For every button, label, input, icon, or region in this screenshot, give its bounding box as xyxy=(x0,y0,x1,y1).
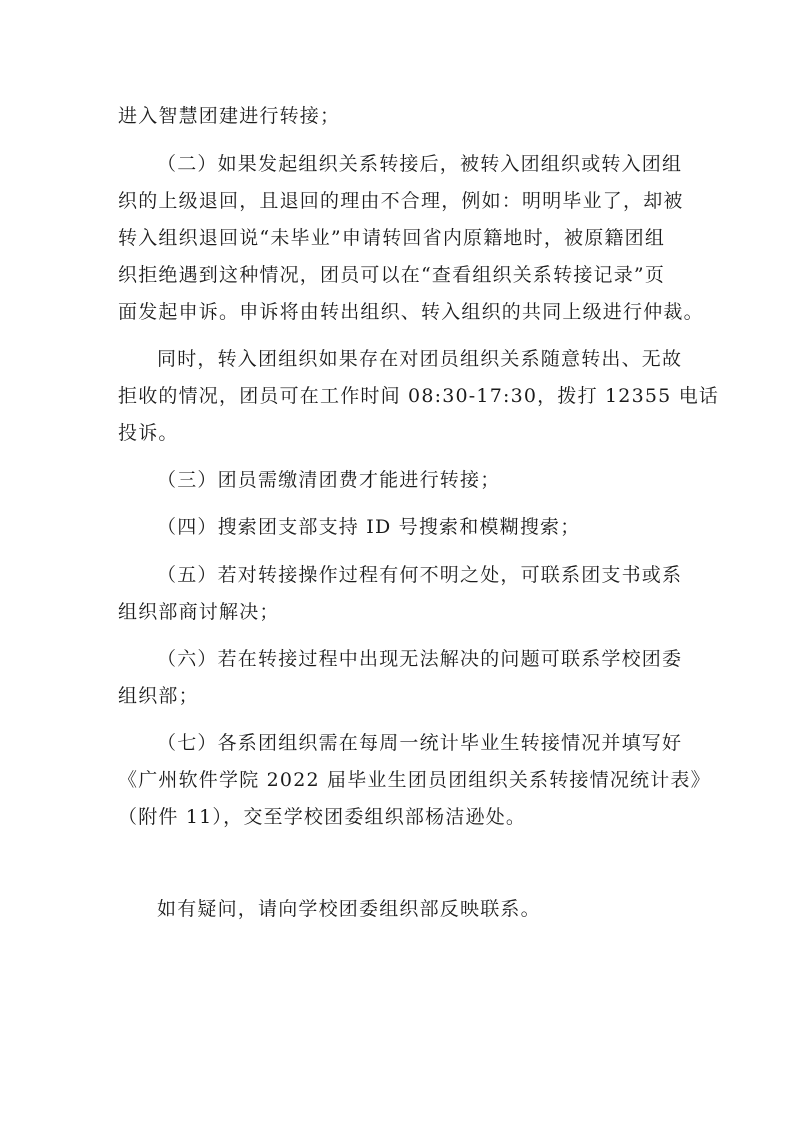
text-line: （四）搜索团支部支持 ID 号搜索和模糊搜索； xyxy=(157,516,581,538)
text-line: 进入智慧团建进行转接； xyxy=(118,105,341,127)
text-line: （三）团员需缴清团费才能进行转接； xyxy=(157,469,501,491)
text-line: （附件 11），交至学校团委组织部杨洁逊处。 xyxy=(118,806,527,828)
text-line: （二）如果发起组织关系转接后，被转入团组织或转入团组 xyxy=(157,153,683,175)
text-line: 面发起申诉。申诉将由转出组织、转入组织的共同上级进行仲裁。 xyxy=(118,301,704,323)
text-line: 投诉。 xyxy=(118,422,179,444)
text-line: 同时，转入团组织如果存在对团员组织关系随意转出、无故 xyxy=(157,348,683,370)
text-line: 转入组织退回说“未毕业”申请转回省内原籍地时，被原籍团组 xyxy=(118,227,666,249)
text-line: （五）若对转接操作过程有何不明之处，可联系团支书或系 xyxy=(157,564,683,586)
text-line: 织的上级退回，且退回的理由不合理，例如：明明毕业了，却被 xyxy=(118,190,684,212)
text-line: 《广州软件学院 2022 届毕业生团员团组织关系转接情况统计表》 xyxy=(118,769,711,791)
text-line: （六）若在转接过程中出现无法解决的问题可联系学校团委 xyxy=(157,648,683,670)
text-line: 组织部商讨解决； xyxy=(118,601,280,623)
text-line: （七）各系团组织需在每周一统计毕业生转接情况并填写好 xyxy=(157,732,683,754)
text-line: 拒收的情况，团员可在工作时间 08:30-17:30，拨打 12355 电话 xyxy=(118,385,720,407)
text-line: 织拒绝遇到这种情况，团员可以在“查看组织关系转接记录”页 xyxy=(118,264,666,286)
text-line: 组织部； xyxy=(118,685,199,707)
text-line: 如有疑问，请向学校团委组织部反映联系。 xyxy=(157,898,541,920)
